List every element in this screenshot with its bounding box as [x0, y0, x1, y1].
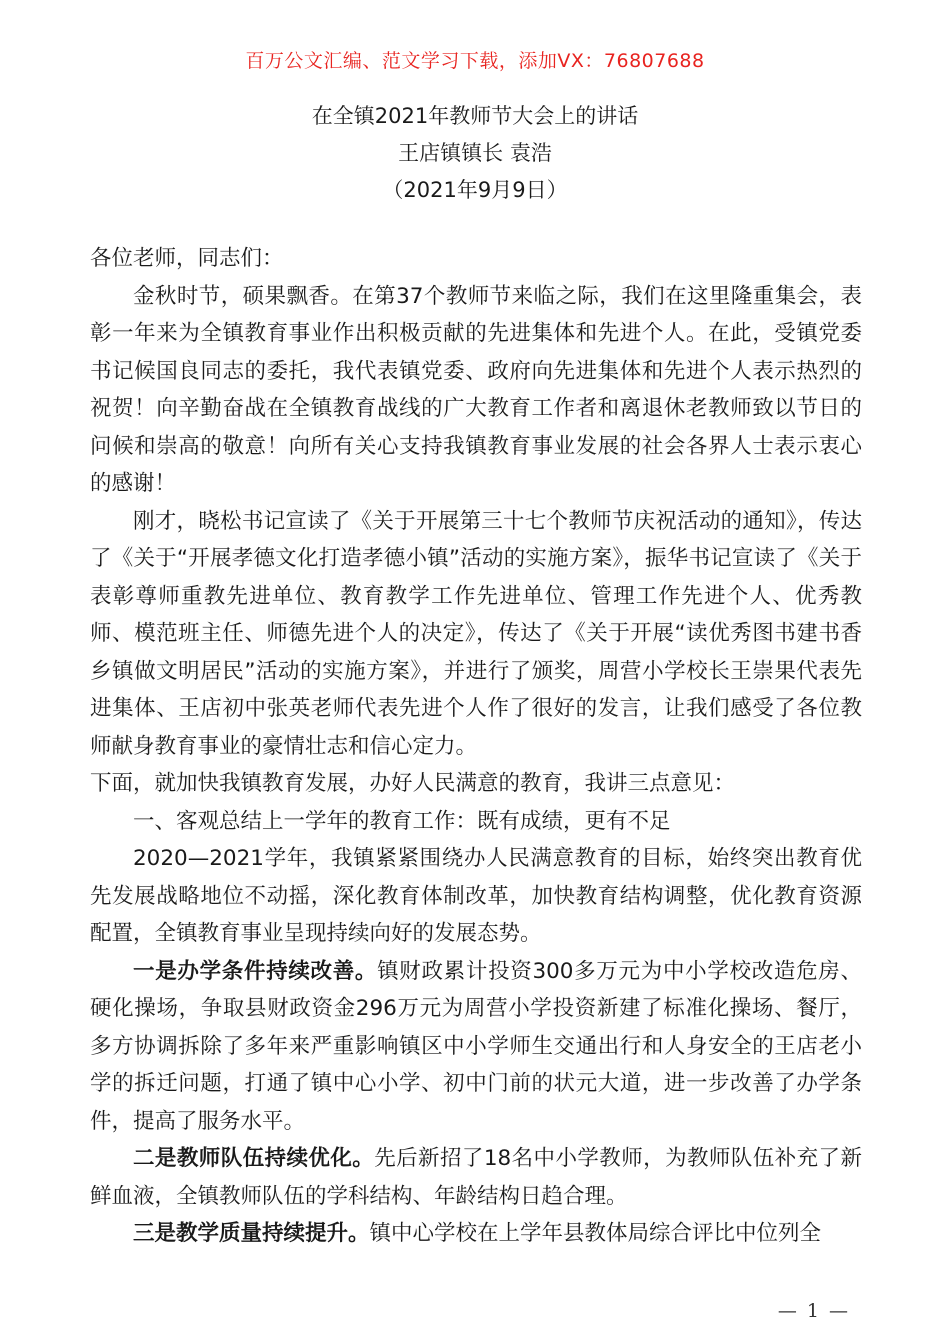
point-3-text: 镇中心学校在上学年县教体局综合评比中位列全: [369, 1221, 822, 1246]
document-header: [0, 98, 950, 209]
point-3-lead: 三是教学质量持续提升。: [133, 1221, 370, 1246]
paragraph-point-1: [90, 953, 862, 1141]
document-date: （2021年9月9日）: [382, 178, 568, 202]
section-heading-1: 一、客观总结上一学年的教育工作：既有成绩，更有不足: [133, 808, 671, 834]
document-author: 王店镇镇长 袁浩: [398, 141, 552, 165]
page-number: — 1 —: [777, 1300, 850, 1322]
paragraph-review: 刚才，晓松书记宣读了《关于开展第三十七个教师节庆祝活动的通知》，传达了《关于“开展孝德文化打造孝德小镇”活动的实施方案》，振华书记宣读了《关于表彰尊师重教先进单位、教育教学工作先进单位、管理工作先进个人、优秀教师、模范班主任、师德先进个人的决定》，传达了《关于开展“读优秀图书建书香乡镇做文明居民”活动的实施方案》，并进行了颁奖，周营小学校长王崇果代表先进集体、王店初中张英老师代表先进个人作了很好的发言，让我们感受了各位教师献身教育事业的豪情壮志和信心定力。: [90, 508, 862, 759]
paragraph-point-3: [90, 1215, 862, 1253]
paragraph-summary: 2020—2021学年，我镇紧紧围绕办人民满意教育的目标，始终突出教育优先发展战略地位不动摇，深化教育体制改革，加快教育结构调整，优化教育资源配置，全镇教育事业呈现持续向好的发展态势。: [90, 846, 862, 946]
point-1-text: 镇财政累计投资300多万元为中小学校改造危房、硬化操场，争取县财政资金296万元为周营小学投资新建了标准化操场、餐厅，多方协调拆除了多年来严重影响镇区中小学师生交通出行和人身安全的王店老小学的拆迁问题，打通了镇中心小学、初中门前的状元大道，进一步改善了办学条件，提高了服务水平。: [90, 958, 862, 1134]
paragraph-transition: 下面，就加快我镇教育发展，办好人民满意的教育，我讲三点意见：: [90, 771, 736, 796]
paragraph-opening: 金秋时节，硕果飘香。在第37个教师节来临之际，我们在这里隆重集会，表彰一年来为全镇教育事业作出积极贡献的先进集体和先进个人。在此，受镇党委书记候国良同志的委托，我代表镇党委、政府向先进集体和先进个人表示热烈的祝贺！向辛勤奋战在全镇教育战线的广大教育工作者和离退休老教师致以节日的问候和崇高的敬意！向所有关心支持我镇教育事业发展的社会各界人士表示衷心的感谢！: [90, 283, 862, 496]
salutation: 各位老师，同志们：: [90, 246, 284, 271]
watermark-banner: 百万公文汇编、范文学习下载，添加VX：76807688: [245, 50, 705, 72]
paragraph-point-2: [90, 1140, 862, 1215]
document-body: [90, 240, 862, 1253]
document-title: 在全镇2021年教师节大会上的讲话: [311, 104, 639, 128]
point-2-lead: 二是教师队伍持续优化。: [133, 1146, 375, 1171]
point-2-text: 先后新招了18名中小学教师，为教师队伍补充了新鲜血液，全镇教师队伍的学科结构、年龄结构日趋合理。: [90, 1146, 862, 1209]
point-1-lead: 一是办学条件持续改善。: [133, 958, 378, 984]
